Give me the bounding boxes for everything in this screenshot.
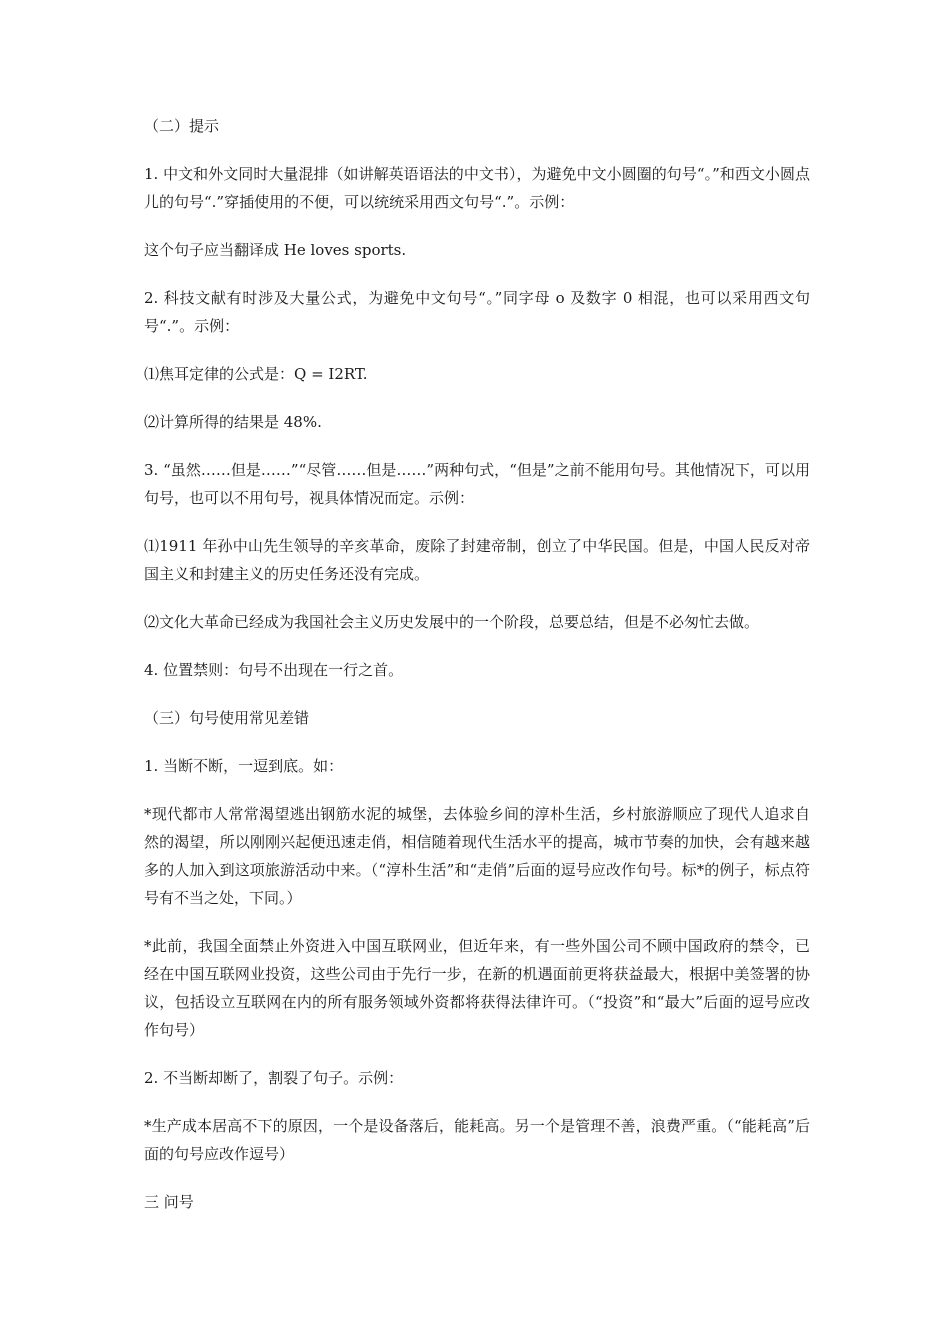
paragraph-error-1: 1. 当断不断，一逗到底。如： xyxy=(144,757,344,775)
paragraph-error-2: 2. 不当断却断了，割裂了句子。示例： xyxy=(144,1069,404,1087)
paragraph-rule-2: 2. 科技文献有时涉及大量公式，为避免中文句号“。”同字母 o 及数字 0 相混，也可以采用西文句号“.”。示例： xyxy=(144,289,810,335)
section-heading-hints: （二）提示 xyxy=(144,117,220,135)
paragraph-rule-4: 4. 位置禁则：句号不出现在一行之首。 xyxy=(144,661,404,679)
paragraph-rule-3: 3. “虽然……但是……”“尽管……但是……”两种句式，“但是”之前不能用句号。其他情况下，可以用句号，也可以不用句号，视具体情况而定。示例： xyxy=(144,461,810,507)
example-history-1: ⑴1911 年孙中山先生领导的辛亥革命，废除了封建帝制，创立了中华民国。但是，中国人民反对帝国主义和封建主义的历史任务还没有完成。 xyxy=(144,537,810,583)
section-heading-question-mark: 三 问号 xyxy=(144,1193,194,1211)
paragraph-rule-1: 1. 中文和外文同时大量混排（如讲解英语语法的中文书），为避免中文小圆圈的句号“。”和西文小圆点儿的句号“.”穿插使用的不便，可以统统采用西文句号“.”。示例： xyxy=(144,165,810,211)
example-error-2: *生产成本居高不下的原因，一个是设备落后，能耗高。另一个是管理不善，浪费严重。（“能耗高”后面的句号应改作逗号） xyxy=(144,1117,810,1163)
section-heading-common-errors: （三）句号使用常见差错 xyxy=(144,709,310,727)
example-sentence: 这个句子应当翻译成 He loves sports. xyxy=(144,241,407,259)
example-formula-2: ⑵计算所得的结果是 48%. xyxy=(144,413,322,431)
example-error-1b: *此前，我国全面禁止外资进入中国互联网业，但近年来，有一些外国公司不顾中国政府的禁令，已经在中国互联网业投资，这些公司由于先行一步，在新的机遇面前更将获益最大，根据中美签署的协议，包括设立互联网在内的所有服务领域外资都将获得法律许可。（“投资”和“最大”后面的逗号应改作句号） xyxy=(144,937,810,1039)
example-history-2: ⑵文化大革命已经成为我国社会主义历史发展中的一个阶段，总要总结，但是不必匆忙去做。 xyxy=(144,613,760,631)
document-body xyxy=(144,112,810,1236)
example-error-1a: *现代都市人常常渴望逃出钢筋水泥的城堡，去体验乡间的淳朴生活，乡村旅游顺应了现代人追求自然的渴望，所以刚刚兴起便迅速走俏，相信随着现代生活水平的提高，城市节奏的加快，会有越来越多的人加入到这项旅游活动中来。（“淳朴生活”和“走俏”后面的逗号应改作句号。标*的例子，标点符号有不当之处，下同。） xyxy=(144,805,810,907)
example-formula-1: ⑴焦耳定律的公式是：Q = I2RT. xyxy=(144,365,368,383)
